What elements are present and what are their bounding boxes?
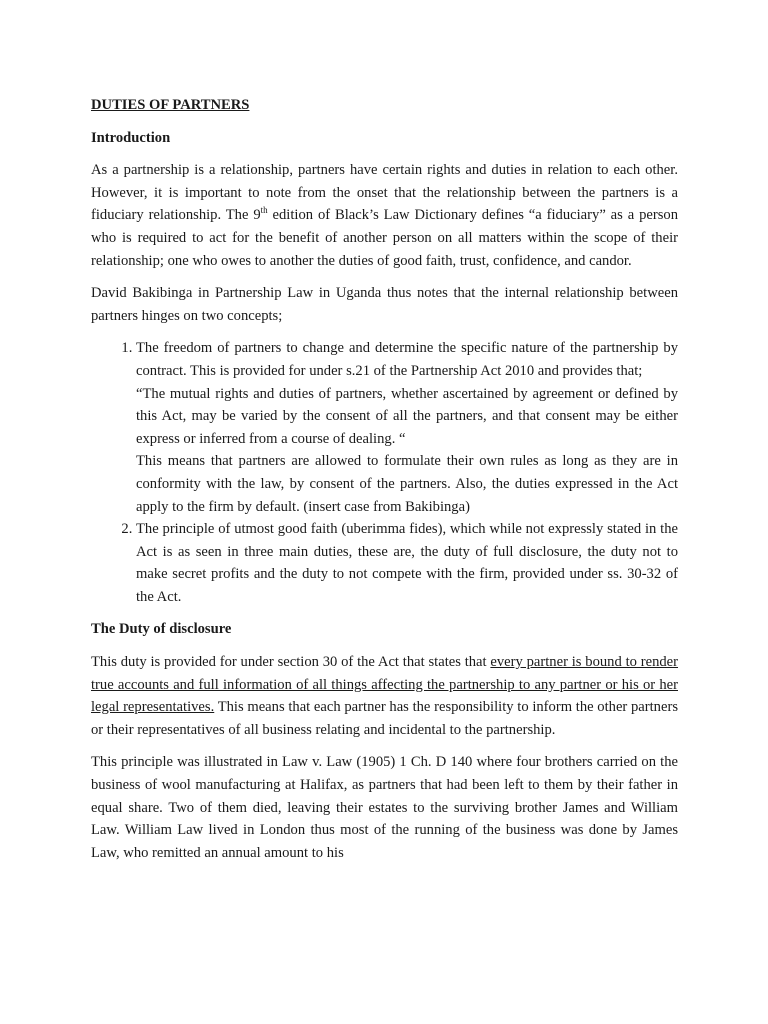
disclosure-p1-text-a: This duty is provided for under section 30 of the Act that states that bbox=[91, 654, 491, 671]
document-title: DUTIES OF PARTNERS bbox=[91, 97, 250, 113]
disclosure-paragraph-1 bbox=[91, 651, 678, 741]
disclosure-paragraph-2: This principle was illustrated in Law v. Law (1905) 1 Ch. D 140 where four brothers carried on the business of wool manufacturing at Halifax, as partners that had been left to them by their father in equal share. Two of them died, leaving their estates to the surviving brother James and William Law. William Law lived in London thus most of the running of the business was done by James Law, who remitted an annual amount to his bbox=[91, 754, 678, 861]
disclosure-p1-text-b: This means that each partner has the responsibility to inform the other partners or their representatives of all business relating and incidental to the partnership. bbox=[91, 699, 679, 738]
intro-p1-text-b: edition of Black’s Law Dictionary defines “a fiduciary” as a person who is required to act for the benefit of another person on all matters within the scope of their relationship; one who owes to another the duties of good faith, trust, confidence, and candor. bbox=[91, 207, 679, 269]
introduction-heading: Introduction bbox=[91, 129, 171, 146]
document-page bbox=[91, 94, 678, 874]
disclosure-heading: The Duty of disclosure bbox=[91, 621, 232, 638]
intro-p1-text-a: As a partnership is a relationship, partners have certain rights and duties in relation to each other. However, it is important to note from the onset that the relationship between the partners is a fiduciary relationship. The 9 bbox=[91, 162, 678, 224]
act-quotation: “The mutual rights and duties of partners, whether ascertained by agreement or defined by this Act, may be varied by the consent of all the partners, and that consent may be either express or inferred from a course of dealing. “ bbox=[136, 385, 678, 447]
concepts-list bbox=[91, 337, 678, 608]
list-item bbox=[136, 337, 678, 518]
list-item-main-text: 2. The principle of utmost good faith (uberimma fides), which while not expressly stated in the Act is as seen in three main duties, these are, the duty of full disclosure, the duty not to make secret profits and the duty to not compete with the firm, provided under ss. 30-32 of the Act. bbox=[136, 521, 678, 605]
introduction-paragraph-2: David Bakibinga in Partnership Law in Uganda thus notes that the internal relationship between partners hinges on two concepts; bbox=[91, 285, 678, 324]
introduction-paragraph-1 bbox=[91, 159, 678, 272]
list-item-note: This means that partners are allowed to formulate their own rules as long as they are in conformity with the law, by consent of the partners. Also, the duties expressed in the Act apply to the firm by default. (insert case from Bakibinga) bbox=[136, 453, 678, 515]
disclosure-underlined-statute: every partner is bound to render true accounts and full information of all things affecting the partnership to any partner or his or her legal representatives. bbox=[91, 654, 679, 716]
list-item-main-text: 1. The freedom of partners to change and determine the specific nature of the partnership by contract. This is provided for under s.21 of the Partnership Act 2010 and provides that; bbox=[136, 340, 678, 379]
ordinal-superscript: th bbox=[260, 205, 268, 216]
list-item bbox=[136, 518, 678, 608]
